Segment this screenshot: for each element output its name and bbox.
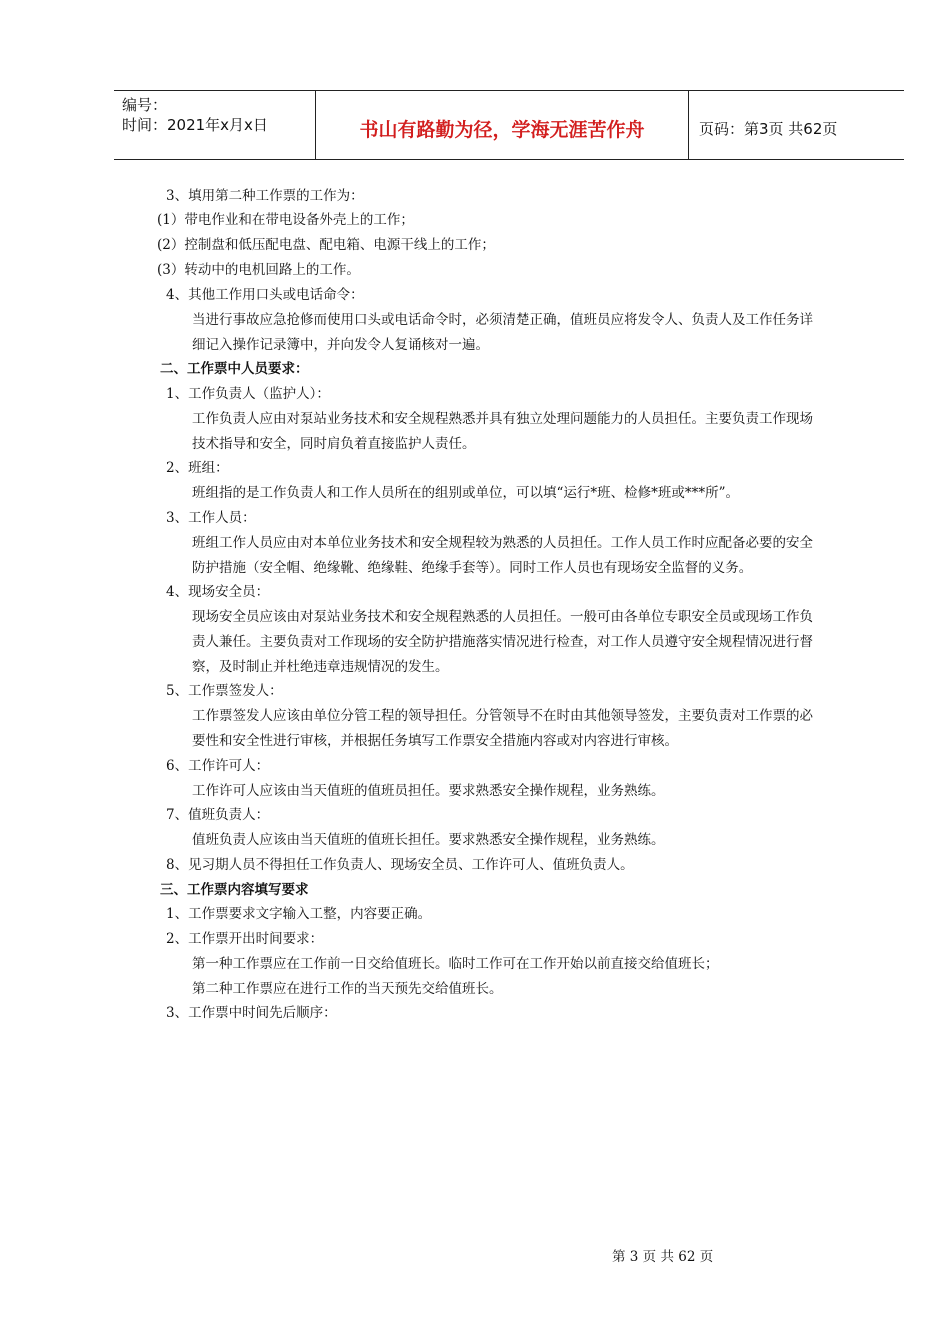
paragraph-line: 要性和安全性进行审核，并根据任务填写工作票安全措施内容或对内容进行审核。 (192, 733, 678, 749)
section-heading: 二、工作票中人员要求： (160, 361, 309, 377)
header-motto-cell (316, 91, 689, 159)
paragraph-line: 班组指的是工作负责人和工作人员所在的组别或单位，可以填“运行*班、检修*班或***所”。 (192, 485, 740, 501)
paragraph-line: 责人兼任。主要负责对工作现场的安全防护措施落实情况进行检查，对工作人员遵守安全规程情况进行督 (192, 634, 813, 650)
paragraph-line: 工作票签发人应该由单位分管工程的领导担任。分管领导不在时由其他领导签发，主要负责对工作票的必 (192, 708, 813, 724)
paragraph-line: 6、工作许可人： (166, 758, 270, 774)
paragraph-line: 2、班组： (166, 460, 229, 476)
paragraph-line: 防护措施（安全帽、绝缘靴、绝缘鞋、绝缘手套等）。同时工作人员也有现场安全监督的义务。 (192, 560, 753, 576)
document-date-label: 时间：2021年x月x日 (122, 116, 268, 134)
paragraph-line: 8、见习期人员不得担任工作负责人、现场安全员、工作许可人、值班负责人。 (166, 857, 634, 873)
paragraph-line: 技术指导和安全，同时肩负着直接监护人责任。 (192, 436, 476, 452)
paragraph-line: 3、工作票中时间先后顺序： (166, 1005, 337, 1021)
paragraph-line: 工作许可人应该由当天值班的值班员担任。要求熟悉安全操作规程，业务熟练。 (192, 783, 665, 799)
paragraph-line: 值班负责人应该由当天值班的值班长担任。要求熟悉安全操作规程，业务熟练。 (192, 832, 665, 848)
paragraph-line: 现场安全员应该由对泵站业务技术和安全规程熟悉的人员担任。一般可由各单位专职安全员或现场工作负 (192, 609, 813, 625)
section-heading: 三、工作票内容填写要求 (160, 882, 309, 898)
paragraph-line: 4、现场安全员： (166, 584, 270, 600)
paragraph-line: 3、填用第二种工作票的工作为： (166, 188, 364, 204)
paragraph-line: 第二种工作票应在进行工作的当天预先交给值班长。 (192, 981, 503, 997)
paragraph-line: 当进行事故应急抢修而使用口头或电话命令时，必须清楚正确，值班员应将发令人、负责人及工作任务详 (192, 312, 813, 328)
paragraph-line: 细记入操作记录簿中，并向发令人复诵核对一遍。 (192, 337, 489, 353)
paragraph-line: (2）控制盘和低压配电盘、配电箱、电源干线上的工作； (157, 237, 495, 253)
paragraph-line: 察，及时制止并杜绝违章违规情况的发生。 (192, 659, 449, 675)
paragraph-line: 5、工作票签发人： (166, 683, 283, 699)
header-page-code: 页码：第3页 共62页 (699, 120, 838, 138)
paragraph-line: 班组工作人员应由对本单位业务技术和安全规程较为熟悉的人员担任。工作人员工作时应配备必要的安全 (192, 535, 813, 551)
paragraph-line: 工作负责人应由对泵站业务技术和安全规程熟悉并具有独立处理问题能力的人员担任。主要负责工作现场 (192, 411, 813, 427)
paragraph-line: (1）带电作业和在带电设备外壳上的工作； (157, 212, 414, 228)
paragraph-line: 7、值班负责人： (166, 807, 270, 823)
paragraph-line: (3）转动中的电机回路上的工作。 (157, 262, 360, 278)
header-page-cell (689, 91, 904, 159)
document-number-label: 编号： (122, 96, 168, 114)
paragraph-line: 第一种工作票应在工作前一日交给值班长。临时工作可在工作开始以前直接交给值班长； (192, 956, 719, 972)
paragraph-line: 3、工作人员： (166, 510, 256, 526)
paragraph-line: 4、其他工作用口头或电话命令： (166, 287, 364, 303)
paragraph-line: 1、工作负责人（监护人）： (166, 386, 330, 402)
header-info-cell (114, 91, 316, 159)
header-motto: 书山有路勤为径，学海无涯苦作舟 (359, 119, 645, 141)
page-footer-number: 第 3 页 共 62 页 (612, 1249, 714, 1265)
paragraph-line: 1、工作票要求文字输入工整，内容要正确。 (166, 906, 432, 922)
paragraph-line: 2、工作票开出时间要求： (166, 931, 324, 947)
document-header (114, 90, 904, 160)
